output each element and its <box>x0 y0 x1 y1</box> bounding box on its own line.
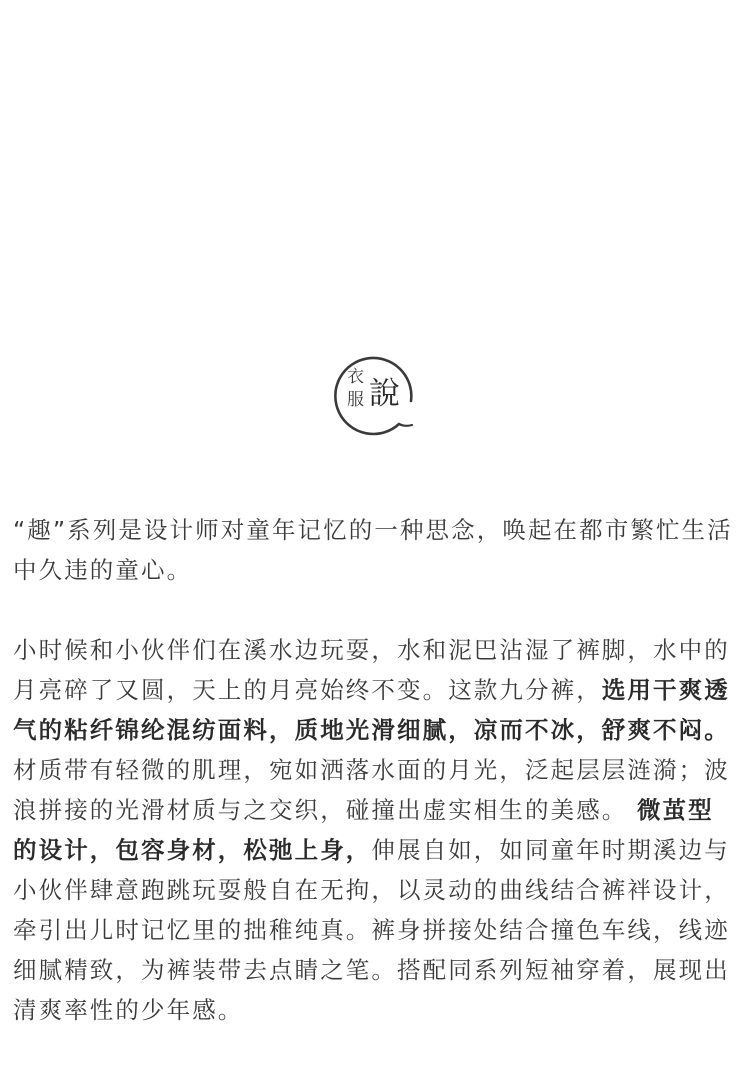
description-text-2: 材质带有轻微的肌理，宛如洒落水面的月光，泛起层层涟漪；波浪拼接的光滑材质与之交织，碰撞出虚实相生的美感。 <box>13 756 730 824</box>
fabric-highlight: 选用干爽透气的粘纤锦纶混纺面料，质地光滑细腻，凉而不冰，舒爽不闷。 <box>13 676 730 744</box>
fit-highlight: 微茧型的设计，包容身材，松弛上身， <box>13 796 714 864</box>
logo-char-fu: 服 <box>347 390 364 410</box>
description-text-3: 伸展自如，如同童年时期溪边与小伙伴肆意跑跳玩耍般自在无拘，以灵动的曲线结合裤袢设计，牵引出儿时记忆里的拙稚纯真。裤身拼接处结合撞色车线，线迹细腻精致，为裤装带去点睛之笔。搭配同系列短袖穿着，展现出清爽率性的少年感。 <box>13 836 730 1024</box>
brand-logo <box>333 355 415 437</box>
paragraph-spacer <box>13 590 735 630</box>
article-body <box>13 510 735 1030</box>
description-text-1: 小时候和小伙伴们在溪水边玩耍，水和泥巴沾湿了裤脚，水中的月亮碎了又圆，天上的月亮始终不变。这款九分裤， <box>13 636 730 704</box>
intro-paragraph: “趣”系列是设计师对童年记忆的一种思念，唤起在都市繁忙生活中久违的童心。 <box>13 516 733 584</box>
description-paragraph <box>13 630 735 1030</box>
logo-char-yi: 衣 <box>347 367 364 387</box>
logo-char-shuo: 說 <box>369 376 400 412</box>
